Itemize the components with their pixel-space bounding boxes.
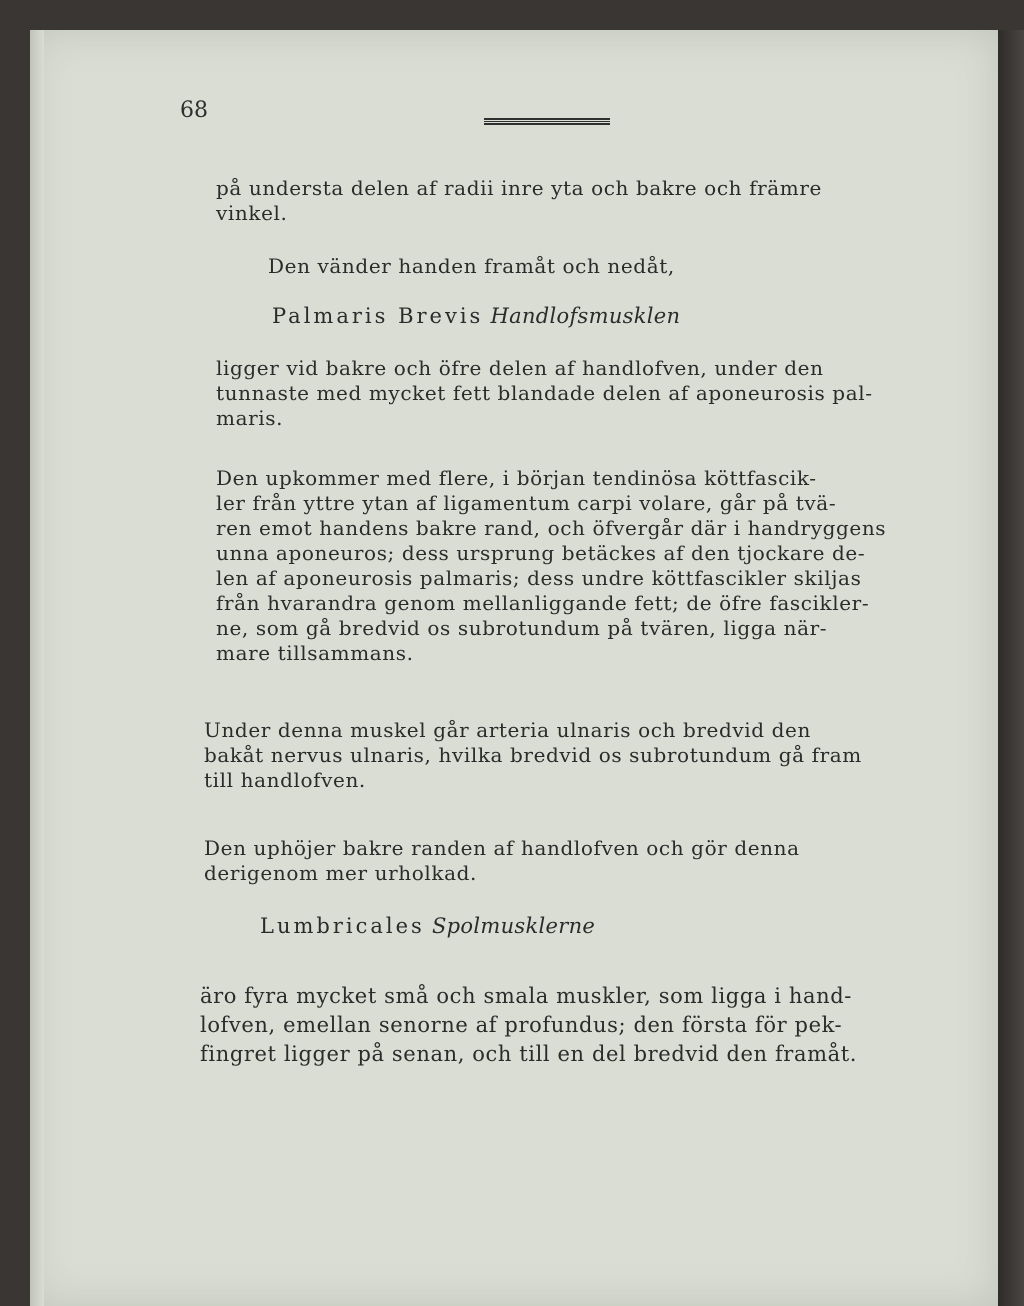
paragraph-6: Den uphöjer bakre randen af handlofven och gör denna derigenom mer urholkad. [204,836,800,885]
heading-palmaris-brevis [272,304,680,328]
page-binding-edge [30,30,44,1306]
paragraph-1: på understa delen af radii inre yta och bakre och främre vinkel. [216,176,822,225]
paragraph-5: Under denna muskel går arteria ulnaris och bredvid den bakåt nervus ulnaris, hvilka bredvid os subrotundum gå fram till handlofven. [204,718,862,792]
header-rule [484,118,610,125]
paragraph-2: Den vänder handen framåt och nedåt, [268,254,675,278]
heading-latin-name: Lumbricales [260,914,425,938]
heading-latin-name: Palmaris Brevis [272,304,484,328]
paragraph-3: ligger vid bakre och öfre delen af handlofven, under den tunnaste med mycket fett blandade delen af aponeurosis pal- maris. [216,356,873,430]
paragraph-4: Den upkommer med flere, i början tendinösa köttfascik- ler från yttre ytan af ligamentum carpi volare, går på tvä- ren emot handens bakre rand, och öfvergår där i handryggens unna aponeuros; dess ursprung betäckes af den tjockare de- len af aponeurosis palmaris; dess undre köttfascikler skiljas från hvarandra genom mellanliggande fett; de öfre fascikler- ne, som gå bredvid os subrotundum på tvären, ligga när- mare tillsammans. [216,466,887,665]
paragraph-7: äro fyra mycket små och smala muskler, som ligga i hand- lofven, emellan senorne af profundus; den första för pek- fingret ligger på senan, och till en del bredvid den framåt. [200,984,858,1066]
heading-translation: Handlofsmusklen [490,304,681,328]
heading-lumbricales [260,914,595,938]
heading-translation: Spolmusklerne [431,914,596,938]
next-page-edge [998,30,1024,1306]
page-number: 68 [180,98,208,123]
